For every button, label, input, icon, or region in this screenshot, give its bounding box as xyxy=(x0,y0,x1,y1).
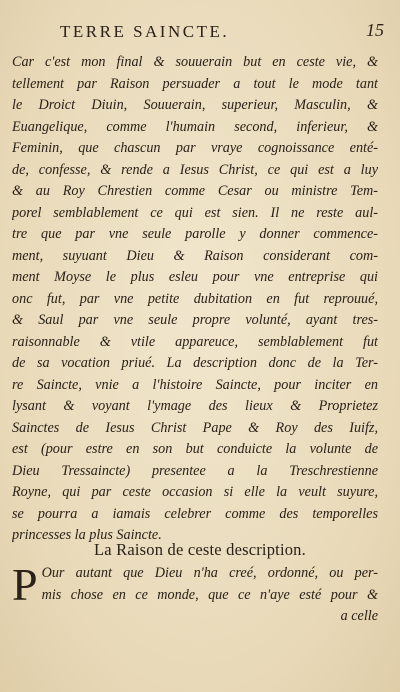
page-number: 15 xyxy=(366,20,384,40)
running-head: TERRE SAINCTE. xyxy=(60,22,230,41)
text-line: ment Moyse le plus esleu pour vne entreprise qui xyxy=(12,269,378,285)
text-line-last: princesses la plus Saincte. xyxy=(12,527,162,543)
section-paragraph xyxy=(12,559,378,628)
text-line: re Saincte, vnie a l'histoire Saincte, pour inciter en xyxy=(12,376,378,393)
section-heading: La Raison de ceste description. xyxy=(94,540,306,559)
text-line: Sainctes de Iesus Christ Pape & Roy des Iuifz, xyxy=(12,419,378,436)
text-line: onc fut, par vne petite dubitation en fut reprouué, xyxy=(12,290,378,307)
text-line: de sa vocation priué. La description donc de la Ter- xyxy=(12,355,378,371)
catchword: a celle xyxy=(340,608,378,624)
text-line: se pourra a iamais celebrer comme des temporelles xyxy=(12,505,378,522)
bottom-margin xyxy=(0,652,400,692)
text-line: tellement par Raison persuader a tout le mode tant xyxy=(12,75,378,92)
main-paragraph xyxy=(12,52,378,547)
text-line: Feminin, que chascun par vraye cognoissance enté- xyxy=(12,140,378,156)
text-line: Car c'est mon final & souuerain but en ceste vie, & xyxy=(12,54,378,70)
text-line: Euangelique, comme l'humain second, inferieur, & xyxy=(12,118,378,135)
text-line: de, confesse, & rende a Iesus Christ, ce qui est a luy xyxy=(12,161,378,178)
text-line: ment, suyuant Dieu & Raison considerant com- xyxy=(12,247,378,264)
text-line: lysant & voyant l'ymage des lieux & Proprietez xyxy=(12,398,378,414)
text-line: le Droict Diuin, Souuerain, superieur, Masculin, & xyxy=(12,97,378,113)
text-line: Royne, qui par ceste occasion si elle la veult suyure, xyxy=(12,484,378,500)
text-line: raisonnable & vtile appareuce, semblablement fut xyxy=(12,333,378,350)
text-line: tre que par vne seule parolle y donner commence- xyxy=(12,226,378,242)
drop-cap: P xyxy=(12,559,38,610)
text-line: & au Roy Chrestien comme Cesar ou ministre Tem- xyxy=(12,183,378,199)
text-line: porel semblablement ce qui est sien. Il ne reste aul- xyxy=(12,204,378,221)
text-line: Our autant que Dieu n'ha creé, ordonné, ou per- xyxy=(41,565,378,581)
text-line: est (pour estre en son but conduicte la volunte de xyxy=(12,441,378,457)
text-line: Dieu Tressaincte) presentee a la Treschrestienne xyxy=(12,462,378,479)
page-header xyxy=(0,22,400,44)
text-line: & Saul par vne seule propre volunté, ayant tres- xyxy=(12,312,378,328)
text-line: mis chose en ce monde, que ce n'aye esté pour & xyxy=(41,586,378,603)
